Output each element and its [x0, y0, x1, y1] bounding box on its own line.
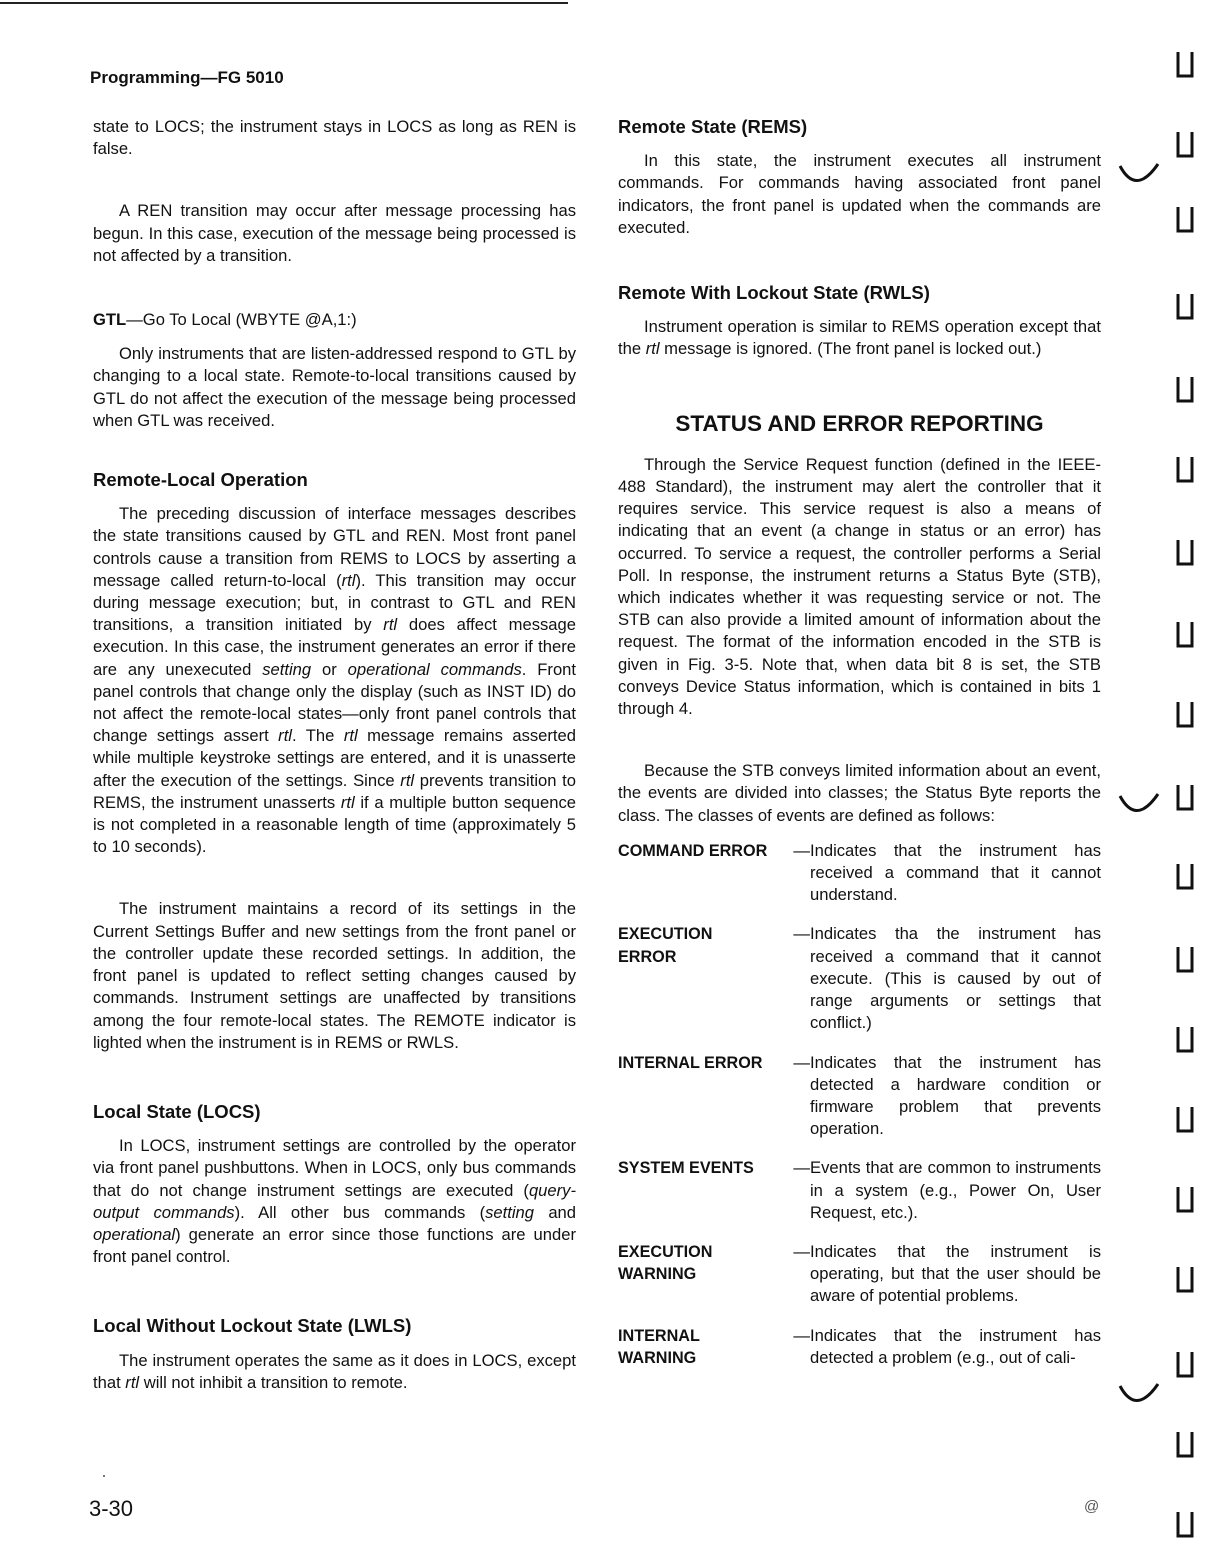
definition-term: EXECUTION ERROR: [618, 925, 713, 966]
definition-description: Indicates that the instrument has detected a hardware condition or firmware problem that prevents operation.: [810, 1052, 1101, 1139]
ring-mark-icon: [1118, 1380, 1162, 1416]
footer-symbol: @: [1084, 1498, 1100, 1515]
binding-hole-icon: [1174, 1105, 1196, 1135]
definition-item: [618, 1052, 1101, 1141]
binding-hole-icon: [1174, 1265, 1196, 1295]
binding-hole-icon: [1174, 375, 1196, 405]
left-paragraph-3: Only instruments that are listen-addressed respond to GTL by changing to a local state. Remote-to-local transitions caused by GTL do not affect the execution of the message being processed when GTL was received.: [93, 344, 576, 430]
definition-description: Indicates tha the instrument has received a command that it cannot execute. (This is caused by out of range arguments or settings that conflict.): [810, 924, 1101, 1033]
definition-description: Indicates that the instrument has received a command that it cannot understand.: [810, 840, 1101, 905]
heading-remote-state: Remote State (REMS): [618, 116, 808, 137]
left-paragraph-4: The preceding discussion of interface messages describes the state transitions caused by GTL and REN. Most front panel controls cause a transition from REMS to LOCS by asserting a message called return-to-local (rtl). This transition may occur during message execution; but, in contrast to GTL and REN transitions, a transition initiated by rtl does affect message execution. In this case, the instrument generates an error if there are any unexecuted setting or operational commands. Front panel controls that change only the display (such as INST ID) do not affect the remote-local states—only front panel controls that change settings assert rtl. The rtl message remains asserted while multiple keystroke settings are entered, and it is unasserte after the execution of the settings. Since rtl prevents transition to REMS, the instrument unasserts rtl if a multiple button sequence is not completed in a reasonable length of time (approximately 5 to 10 seconds).: [93, 504, 577, 857]
running-header: Programming—FG 5010: [90, 68, 284, 87]
ring-mark-icon: [1118, 160, 1162, 196]
binding-hole-icon: [1174, 1430, 1196, 1460]
binding-hole-icon: [1174, 783, 1196, 813]
left-paragraph-2: A REN transition may occur after message processing has begun. In this case, execution of the message being processed is not affected by a transition.: [93, 201, 576, 265]
right-paragraph-1: In this state, the instrument executes all instrument commands. For commands having associated front panel indicators, the front panel is updated when the commands are executed.: [618, 151, 1101, 237]
gtl-description: —Go To Local (WBYTE @A,1:): [126, 310, 357, 330]
binding-hole-icon: [1174, 1510, 1196, 1540]
binding-hole-icon: [1174, 1025, 1196, 1055]
binding-hole-icon: [1174, 862, 1196, 892]
heading-local-without-lockout: Local Without Lockout State (LWLS): [93, 1315, 412, 1337]
left-paragraph-5: The instrument maintains a record of its settings in the Current Settings Buffer and new settings from the front panel or the controller update these recorded settings. In addition, the front panel is updated to reflect setting changes caused by commands. Instrument settings are unaffected by transitions among the four remote-local states. The REMOTE indicator is lighted when the instrument is in REMS or RWLS.: [93, 899, 576, 1052]
definition-item: [618, 923, 1101, 1034]
binding-hole-icon: [1174, 292, 1196, 322]
page-number: 3-30: [89, 1496, 134, 1521]
definition-item: [618, 1157, 1101, 1224]
definition-term: INTERNAL ERROR: [618, 1053, 763, 1072]
right-paragraph-4: Because the STB conveys limited information about an event, the events are divided into classes; the Status Byte reports the class. The classes of events are defined as follows:: [618, 761, 1101, 825]
left-paragraph-1: state to LOCS; the instrument stays in LOCS as long as REN is false.: [93, 117, 576, 159]
left-paragraph-6: In LOCS, instrument settings are controlled by the operator via front panel pushbuttons. When in LOCS, only bus commands that do not change instrument settings are executed (query-output commands). All other bus commands (setting and operational) generate an error since those functions are under front panel control.: [93, 1136, 577, 1267]
binding-hole-icon: [1174, 1350, 1196, 1380]
section-title: STATUS AND ERROR REPORTING: [675, 410, 1044, 436]
event-class-list: [618, 840, 1101, 1369]
definition-dash: —: [793, 1052, 810, 1072]
binding-hole-icon: [1174, 50, 1196, 80]
definition-dash: —: [793, 1158, 810, 1178]
binding-hole-icon: [1174, 700, 1196, 730]
definition-dash: —: [793, 1241, 810, 1261]
definition-item: [618, 1325, 1101, 1369]
binding-holes: [1166, 0, 1206, 1567]
definition-description: Indicates that the instrument has detected a problem (e.g., out of cali-: [810, 1325, 1101, 1367]
heading-remote-local-operation: Remote-Local Operation: [93, 469, 308, 491]
binding-hole-icon: [1174, 1185, 1196, 1215]
right-column: [618, 116, 1101, 1369]
definition-description: Indicates that the instrument is operating, but that the user should be aware of potential problems.: [810, 1241, 1101, 1306]
heading-remote-with-lockout: Remote With Lockout State (RWLS): [618, 282, 930, 304]
binding-hole-icon: [1174, 130, 1196, 160]
right-paragraph-3: Through the Service Request function (defined in the IEEE-488 Standard), the instrument may alert the controller that it requires service. This service request is also a means of indicating that an event (a change in status or an error) has occurred. To service a request, the controller performs a Serial Poll. In response, the instrument returns a Status Byte (STB), which indicates whether it was requesting service or not. The STB can also provide a limited amount of information about the request. The format of the information encoded in the STB is given in Fig. 3-5. Note that, when data bit 8 is set, the STB conveys Device Status information, which is contained in bits 1 through 4.: [618, 454, 1101, 719]
top-rule: [0, 2, 568, 4]
right-paragraph-2: Instrument operation is similar to REMS operation except that the rtl message is ignored. (The front panel is locked out.): [618, 317, 1101, 359]
definition-term: EXECUTION WARNING: [618, 1242, 713, 1284]
binding-hole-icon: [1174, 538, 1196, 568]
definition-item: [618, 1241, 1101, 1308]
scan-speck: [103, 1475, 105, 1477]
definition-item: [618, 840, 1101, 907]
binding-hole-icon: [1174, 205, 1196, 235]
left-column: [93, 116, 576, 1394]
binding-hole-icon: [1174, 455, 1196, 485]
gtl-label: GTL: [93, 310, 127, 330]
left-paragraph-7: The instrument operates the same as it does in LOCS, except that rtl will not inhibit a transition to remote.: [93, 1350, 576, 1392]
heading-local-state: Local State (LOCS): [93, 1100, 261, 1122]
definition-description: Events that are common to instruments in a system (e.g., Power On, User Request, etc.).: [810, 1158, 1101, 1222]
definition-term: COMMAND ERROR: [618, 841, 768, 860]
definition-dash: —: [793, 1325, 810, 1345]
ring-mark-icon: [1118, 790, 1162, 826]
binding-hole-icon: [1174, 620, 1196, 650]
definition-term: INTERNAL WARNING: [618, 1326, 700, 1367]
gtl-heading: [93, 309, 576, 331]
definition-dash: —: [793, 924, 810, 944]
definition-dash: —: [793, 840, 810, 860]
definition-term: SYSTEM EVENTS: [618, 1159, 754, 1178]
binding-hole-icon: [1174, 945, 1196, 975]
